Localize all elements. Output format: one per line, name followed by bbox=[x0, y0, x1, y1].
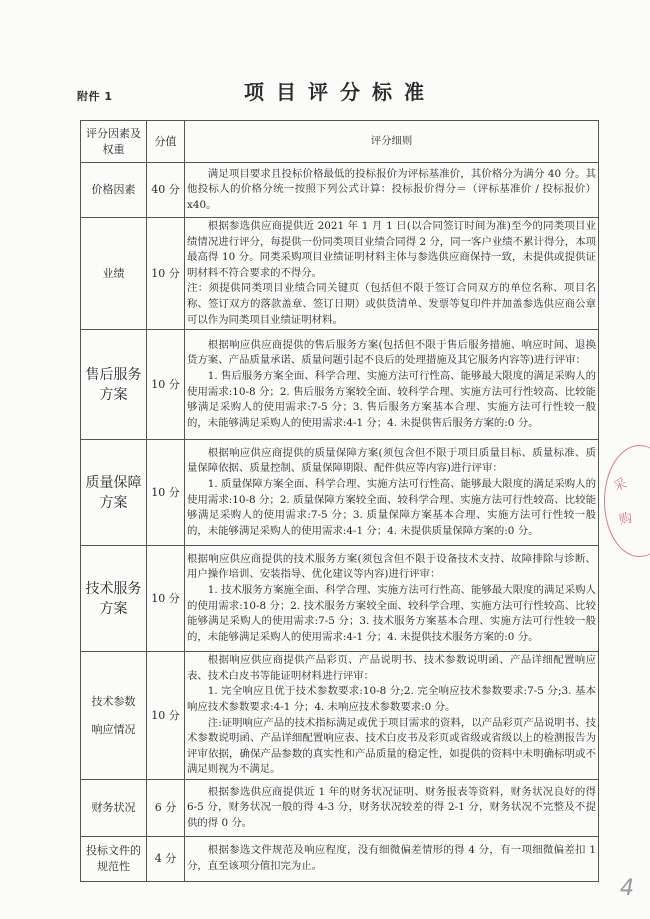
factor-line-2: 响应情况 bbox=[91, 722, 136, 736]
table-header-row bbox=[81, 121, 599, 163]
details-text: 根据参选文件规范及响应程度，没有细微偏差情形的得 4 分，有一项细微偏差扣 1 分，直至该项分值扣完为止。 bbox=[187, 844, 596, 872]
details-cell bbox=[185, 330, 599, 440]
table-row bbox=[81, 546, 599, 652]
details-cell bbox=[185, 546, 599, 652]
factor-cell: 价格因素 bbox=[81, 163, 147, 218]
details-text: 根据响应供应商提供的技术服务方案(须包含但不限于设备技术支持、故障排除与诊断、用户操作培训、安装指导、优化建议等内容)进行评审： bbox=[187, 552, 596, 581]
details-text: 满足项目要求且投标价格最低的投标报价为评标基准价，其价格分为满分 40 分。其他投标人的价格分统一按照下列公式计算：投标报价得分＝（评标基准价 / 投标报价）x40。 bbox=[187, 167, 596, 211]
details-text: 根据响应供应商提供产品彩页、产品说明书、技术参数说明函、产品详细配置响应表、技术白皮书等能证明材料进行评审： bbox=[187, 654, 596, 682]
details-cell bbox=[185, 779, 599, 836]
factor-cell bbox=[81, 652, 147, 780]
table-row bbox=[81, 836, 599, 881]
factor-line-1: 技术参数 bbox=[91, 694, 136, 708]
official-seal-stamp bbox=[604, 445, 650, 557]
details-text: 根据参选供应商提供近 2021 年 1 月 1 日(以合同签订时间为准)至今的同类项目业绩情况进行评分，每提供一份同类项目业绩合同得 2 分，同一客户业绩不累计得分，本项最高得 10 分。同类采购项目业绩证明材料主体与参选供应商保持一致，未提供或提供证明材料不符合要求的不得分。 bbox=[187, 220, 596, 279]
factor-cell: 财务状况 bbox=[81, 779, 147, 836]
score-cell: 40 分 bbox=[147, 163, 185, 218]
column-header-factor: 评分因素及权重 bbox=[81, 121, 147, 163]
score-cell: 10 分 bbox=[147, 330, 185, 440]
details-cell bbox=[185, 440, 599, 546]
attachment-label: 附件 1 bbox=[77, 90, 113, 103]
table-row bbox=[81, 218, 599, 330]
factor-cell: 业绩 bbox=[81, 218, 147, 330]
stamp-char: 采 bbox=[611, 476, 629, 495]
score-cell: 10 分 bbox=[147, 218, 185, 330]
factor-cell: 投标文件的规范性 bbox=[81, 836, 147, 881]
page-number: 4 bbox=[620, 876, 634, 901]
details-criteria: 1. 技术服务方案施全面、科学合理、实施方法可行性高、能够最大限度的满足采购人的使用需求:10-8 分；2. 技术服务方案较全面、较科学合理、实施方法可行性较高、比较能够满足采购人的使用需求:7-5 分；3. 技术服务方案基本合理、实施方法可行性较一般的，未能够满足采购人的使用需求:4-1 分；4. 未提供技术服务方案的:0 分。 bbox=[187, 584, 596, 643]
score-cell: 6 分 bbox=[147, 779, 185, 836]
details-cell bbox=[185, 836, 599, 881]
factor-cell: 质量保障方案 bbox=[81, 440, 147, 546]
details-note: 注：须提供同类项目业绩合同关键页（包括但不限于签订合同双方的单位名称、项目名称、签订双方的落款盖章、签订日期）或供货清单、发票等复印件并加盖参选供应商公章可以作为同类项目业绩证明材料。 bbox=[187, 282, 596, 326]
column-header-details: 评分细则 bbox=[185, 121, 599, 163]
factor-cell: 技术服务方案 bbox=[81, 546, 147, 652]
table-row bbox=[81, 779, 599, 836]
page-title: 项目评分标准 bbox=[244, 80, 436, 104]
factor-cell: 售后服务方案 bbox=[81, 330, 147, 440]
score-cell: 10 分 bbox=[147, 546, 185, 652]
table-row bbox=[81, 652, 599, 780]
table-row bbox=[81, 330, 599, 440]
column-header-score: 分值 bbox=[147, 121, 185, 163]
details-text: 根据响应供应商提供的售后服务方案(包括但不限于售后服务措施、响应时间、退换货方案、产品质量承诺、质量问题引起不良后的处理措施及其它服务内容等)进行评审： bbox=[187, 338, 596, 367]
details-text: 根据参选供应商提供近 1 年的财务状况证明、财务报表等资料，财务状况良好的得 6-5 分，财务状况一般的得 4-3 分，财务状况较差的得 2-1 分，财务状况不完整及不提供的得 0 分。 bbox=[187, 785, 596, 829]
score-cell: 10 分 bbox=[147, 652, 185, 780]
details-criteria: 1. 完全响应且优于技术参数要求:10-8 分;2. 完全响应技术参数要求:7-5 分;3. 基本响应技术参数要求:4-1 分；4. 未响应技术参数要求:0 分。 bbox=[187, 685, 596, 713]
score-cell: 4 分 bbox=[147, 836, 185, 881]
details-text: 根据响应供应商提供的质量保障方案(须包含但不限于项目质量目标、质量标准、质量保障依据、质量控制、质量保障期限、配件供应等内容)进行评审： bbox=[187, 446, 596, 475]
details-cell bbox=[185, 218, 599, 330]
scoring-table bbox=[80, 120, 599, 882]
score-cell: 10 分 bbox=[147, 440, 185, 546]
details-criteria: 1. 质量保障方案全面、科学合理、实施方法可行性高、能够最大限度的满足采购人的使用需求:10-8 分；2. 质量保障方案较全面、较科学合理、实施方法可行性较高、比较能够满足采购人的使用需求:7-5 分；3. 质量保障方案基本合理、实施方法可行性较一般的，未能够满足采购人的使用需求:4-1 分；4. 未提供质量保障方案的:0 分。 bbox=[187, 478, 596, 537]
stamp-char: 购 bbox=[618, 510, 634, 528]
details-note: 注:证明响应产品的技术指标满足或优于项目需求的资料，以产品彩页产品说明书、技术参数说明函、产品详细配置响应表、技术白皮书及彩页或省级或省级以上的检测报告为评审依据，确保产品参数的真实性和产品质量的稳定性，如提供的资料中未明确标明或不满足则视为不满足。 bbox=[187, 716, 596, 776]
table-row bbox=[81, 163, 599, 218]
table-row bbox=[81, 440, 599, 546]
details-cell bbox=[185, 652, 599, 780]
details-cell bbox=[185, 163, 599, 218]
details-criteria: 1. 售后服务方案全面、科学合理、实施方法可行性高、能够最大限度的满足采购人的使用需求:10-8 分；2. 售后服务方案较全面、较科学合理、实施方法可行性较高、比较能够满足采购人的使用需求:7-5 分；3. 售后服务方案基本合理、实施方法可行性较一般的，未能够满足采购人的使用需求:4-1 分；4. 未提供售后服务方案的:0 分。 bbox=[187, 370, 596, 429]
